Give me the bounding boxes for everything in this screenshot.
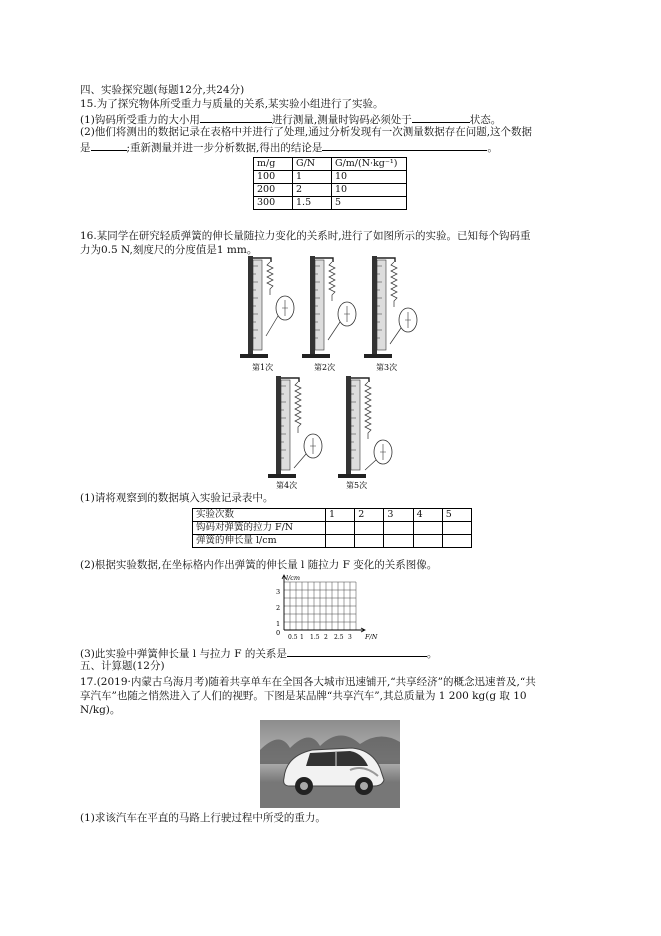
spring-apparatus-4 [268,376,322,478]
table-cell[interactable] [355,535,384,548]
q15-part1-c: 状态。 [469,114,502,126]
table-row [254,171,407,184]
y-tick-label: 0 [276,629,281,637]
answer-blank[interactable] [322,140,487,151]
x-tick-label: 3 [348,634,352,641]
q15-part2-d: 。 [487,142,498,154]
table-cell[interactable] [384,522,413,535]
table-cell[interactable] [326,535,355,548]
answer-blank[interactable] [91,140,127,151]
spring-apparatus-2 [302,256,356,358]
x-tick-label: 1.5 [310,634,320,641]
table-row [193,509,472,522]
y-tick-label: 3 [276,588,281,596]
table-cell: 1.5 [293,197,332,210]
table-row [254,158,407,171]
table-cell[interactable] [413,522,442,535]
grid-lines [284,582,356,630]
table-cell[interactable] [326,522,355,535]
spring-apparatus-1 [240,256,294,358]
q15-part1 [80,112,501,127]
q16-part3-a: (3)此实验中弹簧伸长量 l 与拉力 F 的关系是 [80,648,287,660]
table-cell: 弹簧的伸长量 l/cm [193,535,326,548]
table-cell[interactable] [384,535,413,548]
y-tick-label: 1 [276,620,281,628]
q17-intro-line1: 17.(2019·内蒙古乌海月考)随着共享单车在全国各大城市迅速铺开,“共享经济”的概念迅速普及,“共 [80,676,536,688]
x-tick-label: 1 [300,634,304,641]
table-cell: 2 [293,184,332,197]
table-cell: 1 [326,509,355,522]
q15-table [253,157,407,210]
table-cell: 10 [332,171,407,184]
figure-caption-1: 第1次 [252,363,274,372]
q15-part2-b: 是 [80,142,91,154]
answer-blank[interactable] [412,112,470,123]
q15-part2-line1: (2)他们将测出的数据记录在表格中并进行了处理,通过分析发现有一次测量数据存在问题,这个数据 [80,126,533,138]
figure-caption-2: 第2次 [314,363,336,372]
table-cell: 5 [332,197,407,210]
table-cell: 3 [384,509,413,522]
spring-apparatus-5 [338,376,392,478]
x-tick-label: 0.5 [288,634,298,641]
table-row [254,197,407,210]
q15-part2-c: ;重新测量并进一步分析数据,得出的结论是 [126,142,323,154]
q17-intro-line2: 享汽车”也随之悄然进入了人们的视野。下图是某品牌“共享汽车”,其总质量为 1 200 kg(g 取 10 [80,690,527,702]
x-tick-label: 2 [324,634,328,641]
y-tick-label: 2 [276,604,281,612]
spring-experiment-figure [238,252,418,490]
answer-blank[interactable] [287,646,427,657]
x-tick-label: 2.5 [334,634,344,641]
table-cell[interactable] [355,522,384,535]
q16-part3 [80,646,437,661]
shared-car-photo [260,720,400,808]
spring-apparatus-3 [364,256,417,358]
table-cell: 钩码对弹簧的拉力 F/N [193,522,326,535]
table-cell: 10 [332,184,407,197]
q15-part1-a: (1)钩码所受重力的大小用 [80,114,200,126]
section-5-heading: 五、计算题(12分) [80,660,165,672]
section-4-heading: 四、实验探究题(每题12分,共24分) [80,84,245,96]
table-row [193,522,472,535]
x-axis-label: F/N [365,633,378,641]
figure-caption-4: 第4次 [276,481,298,490]
table-header: m/g [254,158,293,171]
q16-part2: (2)根据实验数据,在坐标格内作出弹簧的伸长量 l 随拉力 F 变化的关系图像。 [80,559,438,571]
table-cell: 5 [442,509,471,522]
q15-part1-b: 进行测量,测量时钩码必须处于 [271,114,412,126]
q16-record-table [192,508,472,548]
table-cell: 100 [254,171,293,184]
q16-intro-line1: 16.某同学在研究轻质弹簧的伸长量随拉力变化的关系时,进行了如图所示的实验。已知每个钩码重 [80,230,531,242]
table-row [193,535,472,548]
table-cell: 实验次数 [193,509,326,522]
q16-intro-line2: 力为0.5 N,刻度尺的分度值是1 mm。 [80,244,258,256]
table-cell[interactable] [442,522,471,535]
figure-caption-5: 第5次 [346,481,368,490]
car-image [260,720,400,808]
answer-blank[interactable] [200,112,272,123]
q17-intro-line3: N/kg)。 [80,704,121,716]
q16-part3-b: 。 [426,648,438,660]
table-cell[interactable] [442,535,471,548]
coordinate-grid [266,572,386,644]
y-axis-label: l/cm [286,574,301,582]
table-cell: 1 [293,171,332,184]
table-cell[interactable] [413,535,442,548]
table-cell: 300 [254,197,293,210]
table-header: G/N [293,158,332,171]
figure-caption-3: 第3次 [376,363,398,372]
q16-part1: (1)请将观察到的数据填入实验记录表中。 [80,492,274,504]
table-header: G/m/(N·kg⁻¹) [332,158,407,171]
table-cell: 2 [355,509,384,522]
table-cell: 200 [254,184,293,197]
q15-intro: 15.为了探究物体所受重力与质量的关系,某实验小组进行了实验。 [80,98,384,110]
q15-part2-line2 [80,140,498,155]
table-row [254,184,407,197]
table-cell: 4 [413,509,442,522]
q17-part1: (1)求该汽车在平直的马路上行驶过程中所受的重力。 [80,812,326,824]
